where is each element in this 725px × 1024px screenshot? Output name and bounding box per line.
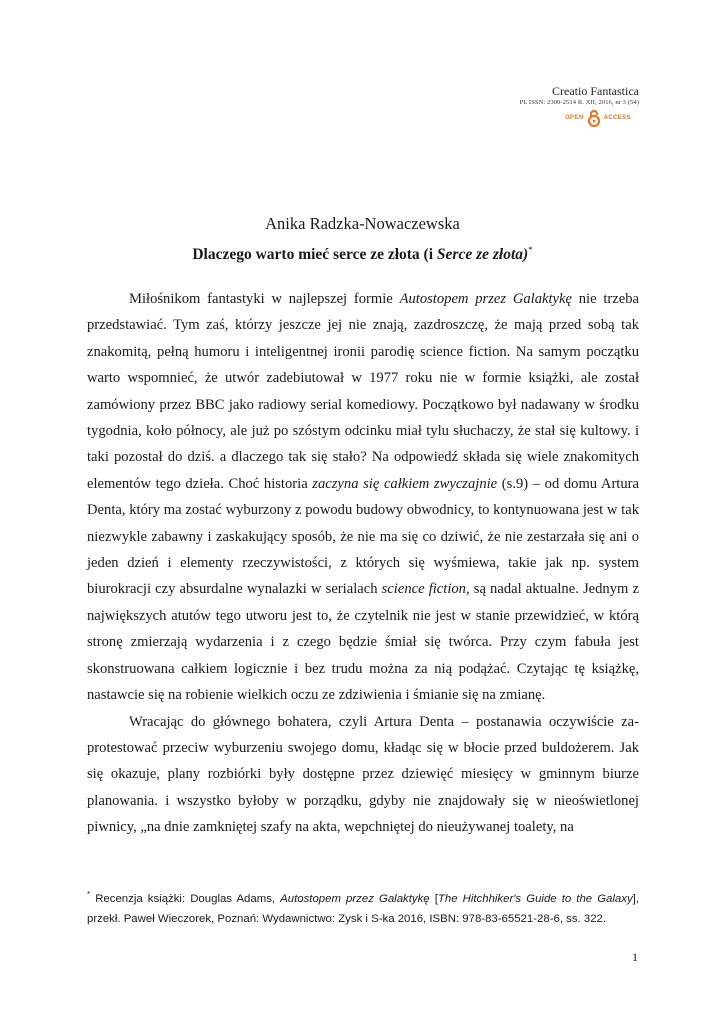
footnote-text: ], przekł. Paweł Wieczorek, Poznań: Wydawnictwo: Zysk i S-ka 2016, ISBN: 978-83-65521-28-6, ss. 322. <box>87 892 639 925</box>
journal-title: Creatio Fantastica <box>552 84 639 98</box>
journal-header <box>520 84 639 127</box>
article-author: Anika Radzka-Nowaczewska <box>265 214 460 233</box>
title-text: Dlaczego warto mieć serce ze złota (i <box>192 246 437 264</box>
article-title <box>0 245 725 264</box>
paragraph <box>87 709 639 841</box>
open-access-left-word: OPEN <box>564 115 584 121</box>
title-italic: Serce ze złota) <box>436 246 529 264</box>
open-access-logo <box>520 109 631 127</box>
paragraph-text: Wracając do głównego bohatera, czyli Artura Denta – postanawia oczywiście zaprotestować przeciw wyburzeniu swojego domu, kładąc się w błocie przed buldożerem. Jak się okazuje, plany rozbiórki były dostępne przez dziewięć miesięcy w gminnym biurze planowania. i wszystko byłoby w porządku, gdyby nie znajdowały się w nieoświetlonej piwnicy, „na dnie zamkniętej szafy na akta, wepchniętej do nieużywanej toalety, na <box>87 713 639 836</box>
issn-line: PL ISSN: 2300-2514 R. XII, 2016, nr 3 (54) <box>519 99 639 106</box>
footnote-italic: Autostopem przez Galaktykę <box>280 892 430 905</box>
paragraph-italic: zaczyna się całkiem zwyczajnie <box>312 475 498 492</box>
open-lock-icon <box>587 109 601 127</box>
footnote-italic: The Hitchhiker's Guide to the Galaxy <box>437 892 633 905</box>
paragraph-text: , są nadal aktualne. Jednym z największych atutów tego utworu jest to, że czytelnik nie jest w stanie przewidzieć, w którą stronę zmierzają wydarzenia i z czego będzie śmiał się twórca. Przy czym fabuła jest skonstruowana całkiem logicznie i bez trudu można za nią podążać. Czytając tę książkę, nastawcie się na robienie wielkich oczu ze zdziwienia i śmianie się na zmianę. <box>87 581 639 704</box>
footnote-text: Recenzja książki: Douglas Adams, <box>90 892 281 905</box>
page-number: 1 <box>632 950 638 964</box>
footnote-marker: * <box>528 245 533 255</box>
paragraph-italic: science fiction <box>381 581 466 598</box>
paragraph <box>87 286 639 709</box>
footnote <box>87 885 639 929</box>
paragraph-text: (s.9) – od domu Artura Denta, który ma zostać wyburzony z powodu budowy obwodnicy, to kontynuowana jest w tak niezwykle zabawny i zaskakujący sposób, że nie ma się co dziwić, że nie zestarzała się ani o jeden dzień i elementy rzeczywistości, z których się wyśmiewa, takie jak np. system biurokracji czy absurdalne wynalazki w serialach <box>87 475 639 598</box>
paragraph-text: Miłośnikom fantastyki w najlepszej formie <box>129 291 400 307</box>
footnote-text: [ <box>429 892 438 905</box>
paragraph-text: nie trzeba przedstawiać. Tym zaś, którzy jeszcze jej nie znają, zazdroszczę, że mają przed sobą tak znakomitą, pełną humoru i inteligentnej ironii parodię science fiction. Na samym początku warto wspomnieć, że utwór zadebiutował w 1977 roku nie w formie książki, ale został zamówiony przez BBC jako radiowy serial komediowy. Początkowo był nadawany w środku tygodnia, koło północy, ale już po szóstym odcinku miał tylu słuchaczy, że stał się kultowy. i taki pozostał do dziś. a dlaczego tak się stało? Na odpowiedź składa się wiele znakomitych elementów tego dzieła. Choć historia <box>87 291 640 492</box>
open-access-right-word: ACCESS <box>603 115 631 121</box>
article-body <box>87 286 639 841</box>
paragraph-italic: Autostopem przez Galaktykę <box>399 291 572 307</box>
footnote-marker: * <box>87 890 91 899</box>
